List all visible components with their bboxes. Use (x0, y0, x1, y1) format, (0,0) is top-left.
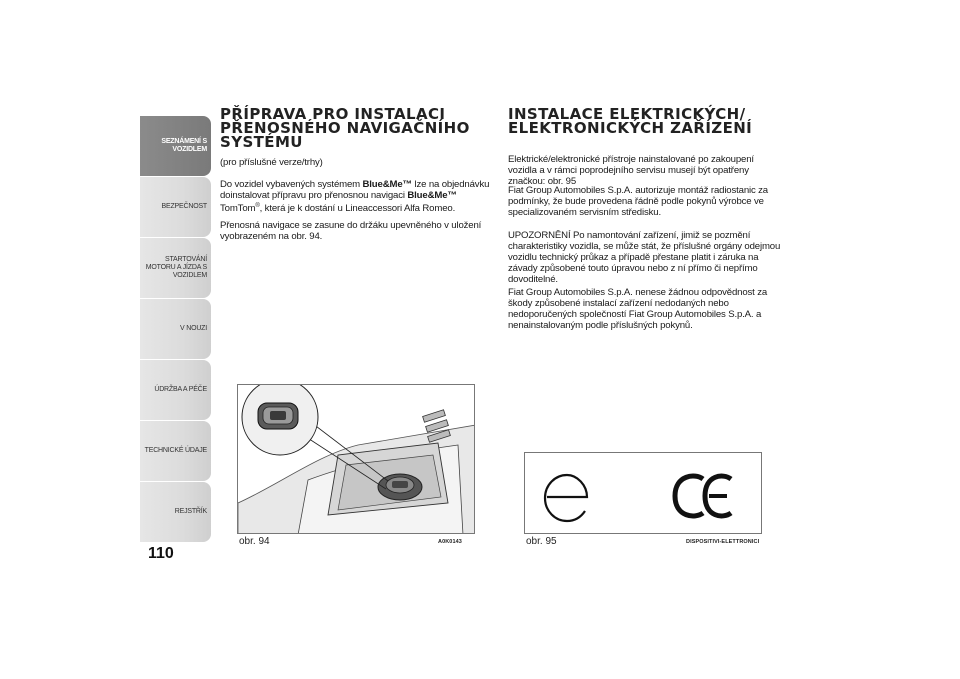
subtitle-versions: (pro příslušné verze/trhy) (220, 157, 323, 168)
tab-rejstrik[interactable]: REJSTŘÍK (140, 482, 211, 542)
paragraph-devices-4: Fiat Group Automobiles S.p.A. nenese žádnou odpovědnost za škody způsobené instalací zařízení nedodaných nebo nedoporučených společností Fiat Group Automobiles S.p.A. a nenainstalovaným podle příslušných pokynů. (508, 287, 768, 331)
tab-udrzba-a-pece[interactable]: ÚDRŽBA A PÉČE (140, 360, 211, 420)
figure-94-code: A0K0143 (438, 539, 462, 545)
figure-94-dashboard-holder (237, 384, 475, 534)
paragraph-navigation-2: Přenosná navigace se zasune do držáku upevněného v uložení vyobrazeném na obr. 94. (220, 220, 482, 242)
tab-bezpecnost[interactable]: BEZPEČNOST (140, 177, 211, 237)
e-mark-icon (545, 475, 587, 521)
page-number: 110 (148, 545, 174, 562)
dashboard-illustration (238, 385, 475, 534)
figure-95-caption: obr. 95 (526, 536, 557, 547)
ce-mark-icon (675, 476, 731, 516)
tab-seznameni-s-vozidlem[interactable]: SEZNÁMENÍ S VOZIDLEM (140, 116, 211, 176)
paragraph-navigation-1: Do vozidel vybavených systémem Blue&Me™ lze na objednávku doinstalovat přípravu pro přenosnou navigaci Blue&Me™ TomTom®, která je k dostání u Lineaccessori Alfa Romeo. (220, 179, 490, 215)
tab-technicke-udaje[interactable]: TECHNICKÉ ÚDAJE (140, 421, 211, 481)
section-title-navigation: PŘÍPRAVA PRO INSTALACI PŘENOSNÉHO NAVIGAČNÍHO SYSTÉMU (220, 105, 470, 151)
tab-startovani[interactable]: STARTOVÁNÍ MOTORU A JÍZDA S VOZIDLEM (140, 238, 211, 298)
chapter-sidebar (140, 116, 211, 536)
paragraph-devices-1: Elektrické/elektronické přístroje nainstalované po zakoupení vozidla a v rámci poprodejního servisu musejí být opatřeny značkou: obr. 95 (508, 154, 754, 187)
tab-v-nouzi[interactable]: V NOUZI (140, 299, 211, 359)
figure-94-caption: obr. 94 (239, 536, 270, 547)
paragraph-warning: UPOZORNĚNÍ Po namontování zařízení, jimiž se pozmění charakteristiky vozidla, se může stát, že příslušné orgány odejmou vozidlu technický průkaz a případě přestane platit i záruka na závady způsobené touto úpravou nebo z ní přímo či nepřímo dovoditelné. (508, 230, 781, 285)
figure-95-code: DISPOSITIVI-ELETTRONICI (686, 539, 760, 545)
paragraph-devices-2: Fiat Group Automobiles S.p.A. autorizuje montáž radiostanic za podmínky, že bude provedena řádně podle pokynů výrobce ve specializovaném servisním středisku. (508, 185, 768, 218)
section-title-electric-devices: INSTALACE ELEKTRICKÝCH/ ELEKTRONICKÝCH ZAŘÍZENÍ (508, 105, 753, 137)
figure-95-marks (524, 452, 762, 534)
